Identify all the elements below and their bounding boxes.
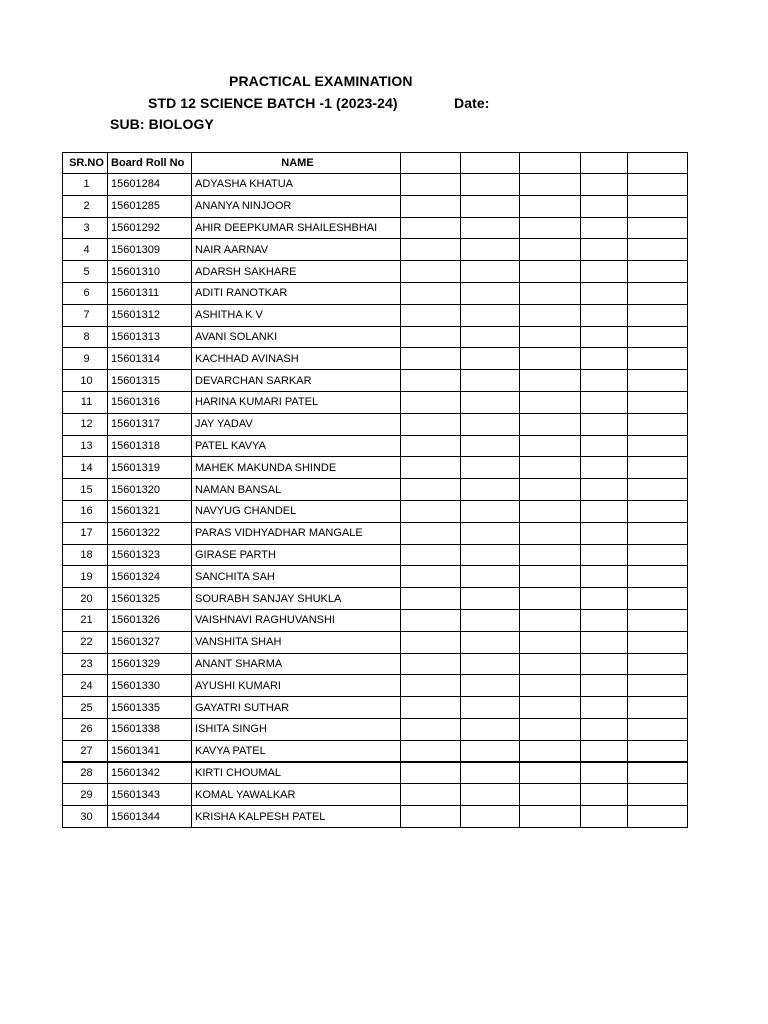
blank-cell	[628, 653, 688, 675]
blank-cell	[461, 391, 520, 413]
blank-cell	[461, 261, 520, 283]
blank-cell	[461, 326, 520, 348]
roll-no-cell: 15601343	[108, 784, 192, 806]
blank-cell	[520, 631, 581, 653]
blank-cell	[581, 500, 628, 522]
roll-no-cell: 15601326	[108, 609, 192, 631]
blank-cell	[581, 631, 628, 653]
blank-cell	[520, 391, 581, 413]
blank-cell	[520, 566, 581, 588]
blank-cell	[401, 348, 461, 370]
blank-cell	[461, 631, 520, 653]
blank-cell	[461, 762, 520, 784]
roll-no-cell: 15601330	[108, 675, 192, 697]
table-row	[63, 282, 688, 304]
sr-no-cell: 29	[63, 784, 108, 806]
col-header-roll: Board Roll No	[108, 153, 192, 174]
table-row	[63, 609, 688, 631]
roll-no-cell: 15601310	[108, 261, 192, 283]
table-row	[63, 413, 688, 435]
table-row	[63, 675, 688, 697]
name-cell: KOMAL YAWALKAR	[192, 784, 401, 806]
roll-no-cell: 15601317	[108, 413, 192, 435]
sr-no-cell: 5	[63, 261, 108, 283]
table-row	[63, 391, 688, 413]
name-cell: KRISHA KALPESH PATEL	[192, 806, 401, 828]
blank-cell	[628, 806, 688, 828]
blank-cell	[581, 239, 628, 261]
blank-cell	[401, 566, 461, 588]
blank-cell	[461, 697, 520, 719]
table-row	[63, 239, 688, 261]
blank-cell	[520, 806, 581, 828]
blank-cell	[401, 479, 461, 501]
blank-cell	[401, 195, 461, 217]
blank-cell	[520, 239, 581, 261]
blank-cell	[401, 217, 461, 239]
roll-no-cell: 15601342	[108, 762, 192, 784]
table-row	[63, 348, 688, 370]
roll-no-cell: 15601316	[108, 391, 192, 413]
blank-cell	[461, 566, 520, 588]
roll-no-cell: 15601324	[108, 566, 192, 588]
blank-cell	[520, 544, 581, 566]
blank-cell	[401, 239, 461, 261]
blank-cell	[520, 282, 581, 304]
blank-cell	[461, 457, 520, 479]
table-row	[63, 653, 688, 675]
blank-cell	[628, 631, 688, 653]
roll-no-cell: 15601312	[108, 304, 192, 326]
name-cell: PARAS VIDHYADHAR MANGALE	[192, 522, 401, 544]
subject-label: SUB: BIOLOGY	[110, 116, 214, 132]
name-cell: ADITI RANOTKAR	[192, 282, 401, 304]
blank-cell	[581, 718, 628, 740]
blank-cell	[628, 391, 688, 413]
blank-cell	[461, 479, 520, 501]
blank-cell	[461, 784, 520, 806]
blank-cell	[401, 435, 461, 457]
blank-cell	[581, 391, 628, 413]
table-row	[63, 544, 688, 566]
blank-cell	[581, 588, 628, 610]
blank-cell	[581, 653, 628, 675]
table-header-row	[63, 153, 688, 174]
name-cell: VANSHITA SHAH	[192, 631, 401, 653]
name-cell: AVANI SOLANKI	[192, 326, 401, 348]
sr-no-cell: 11	[63, 391, 108, 413]
blank-cell	[581, 806, 628, 828]
blank-cell	[581, 261, 628, 283]
name-cell: GAYATRI SUTHAR	[192, 697, 401, 719]
table-row	[63, 195, 688, 217]
blank-cell	[520, 784, 581, 806]
table-row	[63, 500, 688, 522]
blank-cell	[401, 653, 461, 675]
table-row	[63, 304, 688, 326]
blank-cell	[581, 348, 628, 370]
blank-cell	[520, 588, 581, 610]
blank-cell	[401, 174, 461, 196]
blank-cell	[628, 697, 688, 719]
blank-cell	[461, 675, 520, 697]
blank-cell	[581, 457, 628, 479]
table-row	[63, 762, 688, 784]
blank-cell	[520, 217, 581, 239]
blank-cell	[520, 435, 581, 457]
sr-no-cell: 18	[63, 544, 108, 566]
table-body	[63, 174, 688, 828]
blank-cell	[401, 370, 461, 392]
blank-cell	[401, 282, 461, 304]
table-row	[63, 740, 688, 762]
batch-label: STD 12 SCIENCE BATCH -1 (2023-24)	[148, 95, 398, 111]
name-cell: NAMAN BANSAL	[192, 479, 401, 501]
sr-no-cell: 8	[63, 326, 108, 348]
sr-no-cell: 23	[63, 653, 108, 675]
blank-cell	[461, 588, 520, 610]
blank-cell	[520, 522, 581, 544]
blank-cell	[401, 609, 461, 631]
name-cell: AHIR DEEPKUMAR SHAILESHBHAI	[192, 217, 401, 239]
blank-cell	[581, 195, 628, 217]
col-header-blank	[581, 153, 628, 174]
table-row	[63, 174, 688, 196]
blank-cell	[520, 261, 581, 283]
sr-no-cell: 27	[63, 740, 108, 762]
name-cell: ASHITHA K V	[192, 304, 401, 326]
blank-cell	[628, 740, 688, 762]
page-title: PRACTICAL EXAMINATION	[229, 73, 413, 89]
blank-cell	[581, 370, 628, 392]
blank-cell	[520, 457, 581, 479]
roll-no-cell: 15601327	[108, 631, 192, 653]
blank-cell	[520, 697, 581, 719]
blank-cell	[628, 718, 688, 740]
blank-cell	[520, 479, 581, 501]
blank-cell	[461, 282, 520, 304]
blank-cell	[628, 544, 688, 566]
blank-cell	[401, 806, 461, 828]
blank-cell	[461, 740, 520, 762]
name-cell: ANANYA NINJOOR	[192, 195, 401, 217]
blank-cell	[581, 740, 628, 762]
sr-no-cell: 2	[63, 195, 108, 217]
blank-cell	[461, 522, 520, 544]
name-cell: DEVARCHAN SARKAR	[192, 370, 401, 392]
sr-no-cell: 9	[63, 348, 108, 370]
roll-no-cell: 15601318	[108, 435, 192, 457]
blank-cell	[520, 675, 581, 697]
table-row	[63, 217, 688, 239]
table-row	[63, 806, 688, 828]
blank-cell	[520, 413, 581, 435]
table-row	[63, 631, 688, 653]
name-cell: PATEL KAVYA	[192, 435, 401, 457]
name-cell: VAISHNAVI RAGHUVANSHI	[192, 609, 401, 631]
roll-no-cell: 15601319	[108, 457, 192, 479]
blank-cell	[401, 522, 461, 544]
student-table	[62, 152, 688, 828]
sr-no-cell: 10	[63, 370, 108, 392]
blank-cell	[401, 304, 461, 326]
blank-cell	[520, 500, 581, 522]
roll-no-cell: 15601344	[108, 806, 192, 828]
col-header-blank	[520, 153, 581, 174]
blank-cell	[628, 588, 688, 610]
sr-no-cell: 26	[63, 718, 108, 740]
sr-no-cell: 25	[63, 697, 108, 719]
blank-cell	[461, 348, 520, 370]
roll-no-cell: 15601325	[108, 588, 192, 610]
blank-cell	[520, 370, 581, 392]
roll-no-cell: 15601338	[108, 718, 192, 740]
blank-cell	[461, 806, 520, 828]
blank-cell	[581, 326, 628, 348]
blank-cell	[581, 479, 628, 501]
blank-cell	[401, 697, 461, 719]
blank-cell	[581, 697, 628, 719]
name-cell: MAHEK MAKUNDA SHINDE	[192, 457, 401, 479]
sr-no-cell: 7	[63, 304, 108, 326]
sr-no-cell: 6	[63, 282, 108, 304]
blank-cell	[628, 457, 688, 479]
sr-no-cell: 12	[63, 413, 108, 435]
name-cell: NAVYUG CHANDEL	[192, 500, 401, 522]
blank-cell	[461, 239, 520, 261]
blank-cell	[401, 631, 461, 653]
blank-cell	[628, 762, 688, 784]
blank-cell	[628, 435, 688, 457]
blank-cell	[581, 675, 628, 697]
blank-cell	[401, 675, 461, 697]
blank-cell	[581, 784, 628, 806]
blank-cell	[628, 239, 688, 261]
blank-cell	[401, 544, 461, 566]
blank-cell	[581, 544, 628, 566]
roll-no-cell: 15601329	[108, 653, 192, 675]
blank-cell	[581, 174, 628, 196]
roll-no-cell: 15601320	[108, 479, 192, 501]
blank-cell	[461, 217, 520, 239]
name-cell: JAY YADAV	[192, 413, 401, 435]
roll-no-cell: 15601314	[108, 348, 192, 370]
blank-cell	[581, 413, 628, 435]
blank-cell	[520, 326, 581, 348]
blank-cell	[628, 413, 688, 435]
blank-cell	[628, 500, 688, 522]
blank-cell	[401, 500, 461, 522]
name-cell: SANCHITA SAH	[192, 566, 401, 588]
roll-no-cell: 15601323	[108, 544, 192, 566]
blank-cell	[628, 566, 688, 588]
blank-cell	[401, 413, 461, 435]
table-row	[63, 697, 688, 719]
table-row	[63, 370, 688, 392]
name-cell: KACHHAD AVINASH	[192, 348, 401, 370]
blank-cell	[401, 784, 461, 806]
blank-cell	[520, 195, 581, 217]
col-header-blank	[401, 153, 461, 174]
roll-no-cell: 15601315	[108, 370, 192, 392]
date-label: Date:	[454, 95, 490, 111]
col-header-blank	[628, 153, 688, 174]
roll-no-cell: 15601322	[108, 522, 192, 544]
table-row	[63, 326, 688, 348]
col-header-srno: SR.NO	[63, 153, 108, 174]
blank-cell	[401, 740, 461, 762]
table-row	[63, 261, 688, 283]
blank-cell	[520, 653, 581, 675]
blank-cell	[461, 195, 520, 217]
table-row	[63, 588, 688, 610]
blank-cell	[401, 718, 461, 740]
sr-no-cell: 24	[63, 675, 108, 697]
blank-cell	[581, 762, 628, 784]
table-row	[63, 784, 688, 806]
sr-no-cell: 19	[63, 566, 108, 588]
blank-cell	[401, 261, 461, 283]
table-row	[63, 457, 688, 479]
blank-cell	[401, 588, 461, 610]
roll-no-cell: 15601292	[108, 217, 192, 239]
table-row	[63, 479, 688, 501]
blank-cell	[461, 718, 520, 740]
blank-cell	[401, 326, 461, 348]
blank-cell	[461, 413, 520, 435]
blank-cell	[628, 304, 688, 326]
blank-cell	[461, 653, 520, 675]
name-cell: NAIR AARNAV	[192, 239, 401, 261]
name-cell: GIRASE PARTH	[192, 544, 401, 566]
col-header-blank	[461, 153, 520, 174]
sr-no-cell: 30	[63, 806, 108, 828]
blank-cell	[628, 784, 688, 806]
sr-no-cell: 22	[63, 631, 108, 653]
blank-cell	[461, 370, 520, 392]
blank-cell	[581, 282, 628, 304]
name-cell: KIRTI CHOUMAL	[192, 762, 401, 784]
blank-cell	[628, 370, 688, 392]
sr-no-cell: 15	[63, 479, 108, 501]
blank-cell	[628, 282, 688, 304]
roll-no-cell: 15601313	[108, 326, 192, 348]
sr-no-cell: 1	[63, 174, 108, 196]
blank-cell	[401, 457, 461, 479]
table-row	[63, 566, 688, 588]
blank-cell	[628, 675, 688, 697]
name-cell: SOURABH SANJAY SHUKLA	[192, 588, 401, 610]
blank-cell	[628, 261, 688, 283]
col-header-name: NAME	[192, 153, 401, 174]
sr-no-cell: 28	[63, 762, 108, 784]
blank-cell	[520, 762, 581, 784]
blank-cell	[461, 435, 520, 457]
blank-cell	[401, 391, 461, 413]
sr-no-cell: 16	[63, 500, 108, 522]
name-cell: HARINA KUMARI PATEL	[192, 391, 401, 413]
blank-cell	[461, 174, 520, 196]
name-cell: ISHITA SINGH	[192, 718, 401, 740]
blank-cell	[581, 435, 628, 457]
sr-no-cell: 4	[63, 239, 108, 261]
roll-no-cell: 15601285	[108, 195, 192, 217]
table-row	[63, 522, 688, 544]
blank-cell	[628, 479, 688, 501]
name-cell: ADYASHA KHATUA	[192, 174, 401, 196]
sr-no-cell: 20	[63, 588, 108, 610]
sr-no-cell: 17	[63, 522, 108, 544]
blank-cell	[401, 762, 461, 784]
name-cell: ADARSH SAKHARE	[192, 261, 401, 283]
blank-cell	[581, 217, 628, 239]
blank-cell	[461, 609, 520, 631]
blank-cell	[461, 500, 520, 522]
blank-cell	[461, 304, 520, 326]
blank-cell	[520, 348, 581, 370]
roll-no-cell: 15601321	[108, 500, 192, 522]
blank-cell	[520, 304, 581, 326]
blank-cell	[628, 174, 688, 196]
blank-cell	[520, 609, 581, 631]
blank-cell	[628, 195, 688, 217]
blank-cell	[628, 348, 688, 370]
sr-no-cell: 3	[63, 217, 108, 239]
blank-cell	[520, 740, 581, 762]
roll-no-cell: 15601311	[108, 282, 192, 304]
name-cell: AYUSHI KUMARI	[192, 675, 401, 697]
blank-cell	[581, 566, 628, 588]
blank-cell	[628, 609, 688, 631]
name-cell: ANANT SHARMA	[192, 653, 401, 675]
blank-cell	[628, 522, 688, 544]
roll-no-cell: 15601341	[108, 740, 192, 762]
name-cell: KAVYA PATEL	[192, 740, 401, 762]
blank-cell	[628, 326, 688, 348]
roll-no-cell: 15601335	[108, 697, 192, 719]
table-row	[63, 718, 688, 740]
table-row	[63, 435, 688, 457]
blank-cell	[628, 217, 688, 239]
roll-no-cell: 15601309	[108, 239, 192, 261]
sr-no-cell: 14	[63, 457, 108, 479]
blank-cell	[581, 522, 628, 544]
blank-cell	[581, 609, 628, 631]
blank-cell	[520, 718, 581, 740]
sr-no-cell: 13	[63, 435, 108, 457]
blank-cell	[520, 174, 581, 196]
roll-no-cell: 15601284	[108, 174, 192, 196]
blank-cell	[461, 544, 520, 566]
blank-cell	[581, 304, 628, 326]
sr-no-cell: 21	[63, 609, 108, 631]
